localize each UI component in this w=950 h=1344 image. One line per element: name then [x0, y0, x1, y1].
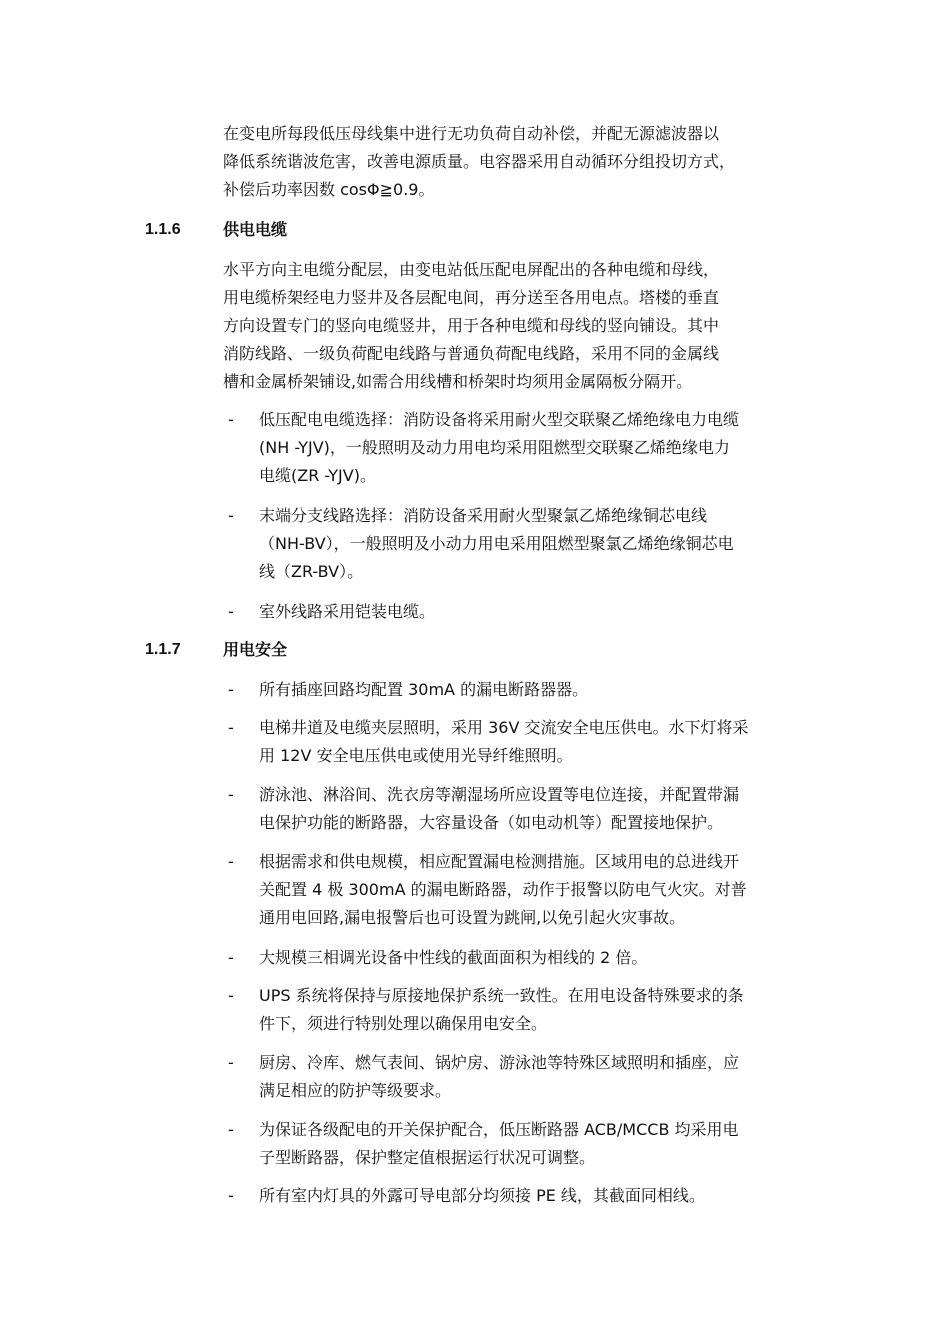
bullet-dash: -	[228, 986, 234, 1005]
bullet-dash: -	[228, 680, 234, 699]
list-item	[228, 781, 803, 837]
bullet-dash: -	[228, 785, 234, 804]
paragraph-line: 消防线路、一级负荷配电线路与普通负荷配电线路，采用不同的金属线	[223, 344, 720, 363]
section-paragraph	[223, 256, 808, 396]
section-number: 1.1.7	[145, 641, 181, 658]
list-item-line: （NH-BV），一般照明及小动力用电采用阻燃型聚氯乙烯绝缘铜芯电	[259, 534, 734, 553]
list-item-line: 电保护功能的断路器，大容量设备（如电动机等）配置接地保护。	[259, 813, 724, 832]
section-heading-1-1-6	[145, 218, 287, 242]
list-item	[228, 676, 803, 704]
paragraph-line: 降低系统谐波危害，改善电源质量。电容器采用自动循环分组投切方式，	[223, 152, 736, 171]
paragraph-line: 水平方向主电缆分配层，由变电站低压配电屏配出的各种电缆和母线，	[223, 260, 720, 279]
list-item	[228, 1049, 803, 1105]
paragraph-line: 方向设置专门的竖向电缆竖井，用于各种电缆和母线的竖向铺设。其中	[223, 316, 720, 335]
list-item	[228, 502, 803, 586]
list-item	[228, 1116, 803, 1172]
list-item-line: 电梯井道及电缆夹层照明，采用 36V 交流安全电压供电。水下灯将采	[259, 718, 749, 737]
list-item-line: (NH -YJV)，一般照明及动力用电均采用阻燃型交联聚乙烯绝缘电力	[259, 438, 730, 457]
list-item-line: 所有插座回路均配置 30mA 的漏电断路器器。	[259, 680, 589, 699]
bullet-dash: -	[228, 602, 234, 621]
list-item	[228, 982, 803, 1038]
bullet-dash: -	[228, 948, 234, 967]
bullet-dash: -	[228, 506, 234, 525]
paragraph-line: 在变电所每段低压母线集中进行无功负荷自动补偿，并配无源滤波器以	[223, 124, 720, 143]
paragraph-line: 补偿后功率因数 cosΦ≧0.9。	[223, 180, 435, 199]
list-item-line: 件下，须进行特别处理以确保用电安全。	[259, 1014, 548, 1033]
bullet-dash: -	[228, 1053, 234, 1072]
list-item-line: 子型断路器，保护整定值根据运行状况可调整。	[259, 1148, 596, 1167]
bullet-dash: -	[228, 1120, 234, 1139]
intro-paragraph	[223, 120, 808, 204]
list-item-line: 厨房、冷库、燃气表间、锅炉房、游泳池等特殊区域照明和插座，应	[259, 1053, 740, 1072]
list-item-line: 为保证各级配电的开关保护配合，低压断路器 ACB/MCCB 均采用电	[259, 1120, 739, 1139]
paragraph-line: 用电缆桥架经电力竖井及各层配电间，再分送至各用电点。塔楼的垂直	[223, 288, 720, 307]
list-item-line: 室外线路采用铠装电缆。	[259, 602, 436, 621]
bullet-dash: -	[228, 718, 234, 737]
list-item	[228, 406, 803, 490]
list-item-line: 关配置 4 极 300mA 的漏电断路器，动作于报警以防电气火灾。对普	[259, 880, 747, 899]
paragraph-line: 槽和金属桥架铺设,如需合用线槽和桥架时均须用金属隔板分隔开。	[223, 372, 693, 391]
list-item-line: 电缆(ZR -YJV)。	[259, 466, 376, 485]
list-item-line: 用 12V 安全电压供电或使用光导纤维照明。	[259, 746, 573, 765]
list-item-line: 满足相应的防护等级要求。	[259, 1081, 452, 1100]
list-item	[228, 714, 803, 770]
section-number: 1.1.6	[145, 221, 181, 238]
list-item-line: 根据需求和供电规模，相应配置漏电检测措施。区域用电的总进线开	[259, 852, 740, 871]
section-heading-1-1-7	[145, 638, 287, 662]
bullet-dash: -	[228, 1186, 234, 1205]
list-item-line: 大规模三相调光设备中性线的截面面积为相线的 2 倍。	[259, 948, 648, 967]
list-item-line: 所有室内灯具的外露可导电部分均须接 PE 线，其截面同相线。	[259, 1186, 705, 1205]
list-item-line: 低压配电电缆选择：消防设备将采用耐火型交联聚乙烯绝缘电力电缆	[259, 410, 740, 429]
list-item-line: 末端分支线路选择：消防设备采用耐火型聚氯乙烯绝缘铜芯电线	[259, 506, 708, 525]
bullet-dash: -	[228, 852, 234, 871]
section-title: 供电电缆	[223, 220, 288, 239]
list-item	[228, 598, 803, 626]
list-item-line: 线（ZR-BV）。	[259, 562, 364, 581]
section-title: 用电安全	[223, 640, 288, 659]
list-item-line: 游泳池、淋浴间、洗衣房等潮湿场所应设置等电位连接，并配置带漏	[259, 785, 740, 804]
list-item	[228, 848, 803, 932]
list-item-line: 通用电回路,漏电报警后也可设置为跳闸,以免引起火灾事故。	[259, 908, 686, 927]
list-item-line: UPS 系统将保持与原接地保护系统一致性。在用电设备特殊要求的条	[259, 986, 744, 1005]
list-item	[228, 1182, 803, 1210]
bullet-dash: -	[228, 410, 234, 429]
list-item	[228, 944, 803, 972]
